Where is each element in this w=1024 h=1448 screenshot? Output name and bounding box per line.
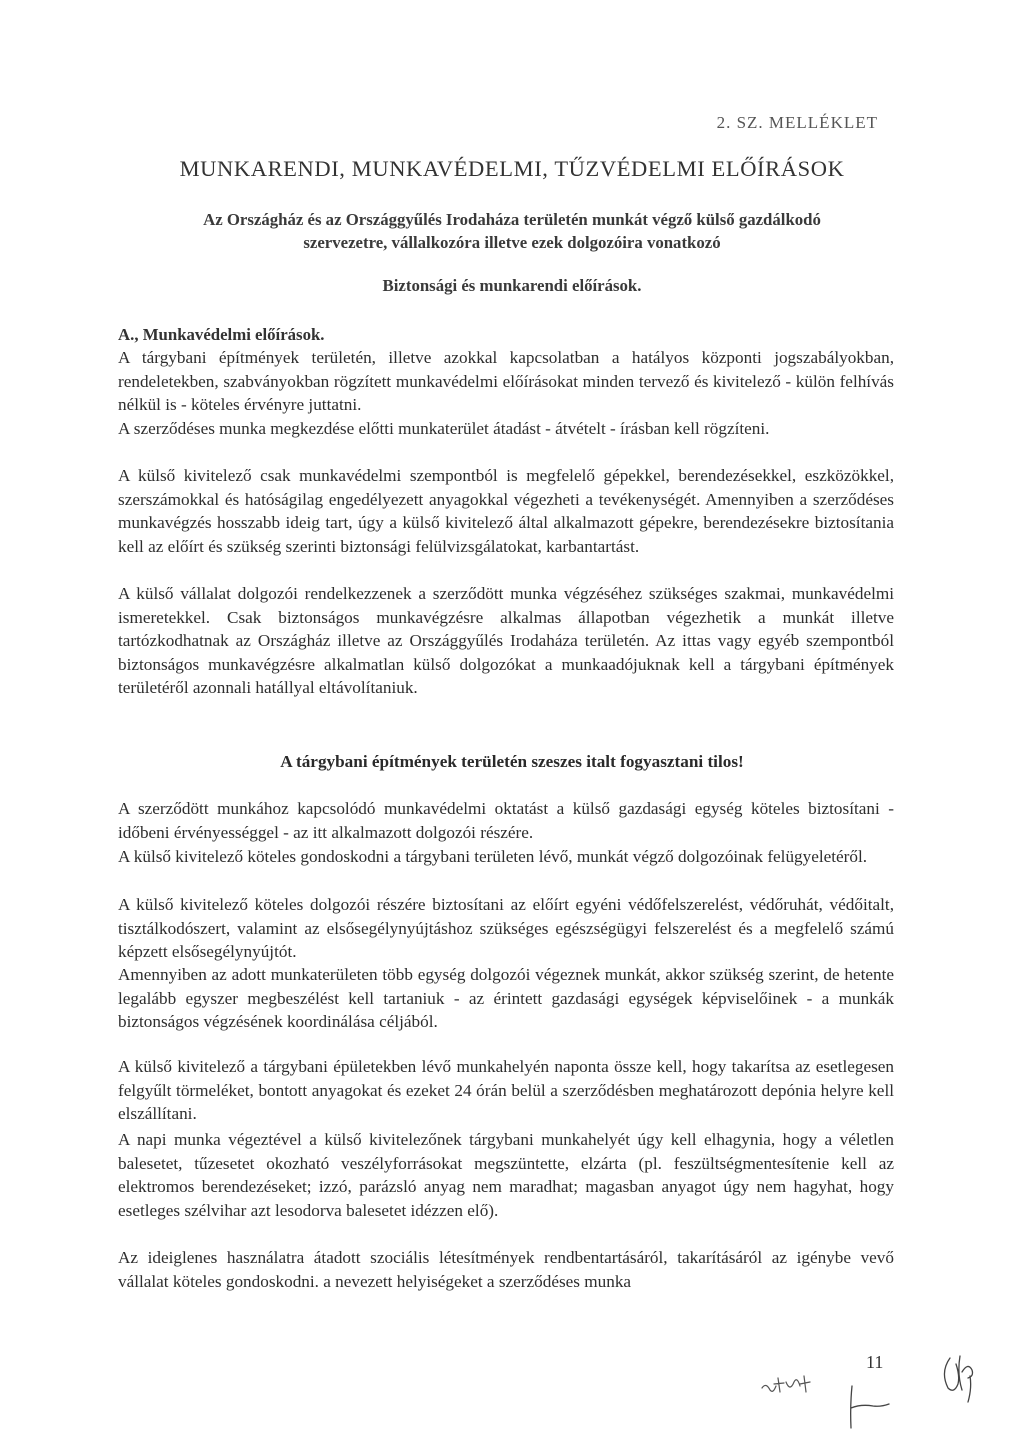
paragraph-facilities: Az ideiglenes használatra átadott szociális létesítmények rendbentartásáról, takarításáról az igénybe vevő vállalat köteles gondoskodni. a nevezett helyiségeket a szerződéses munka bbox=[118, 1248, 894, 1291]
paragraph-training: A szerződött munkához kapcsolódó munkavédelmi oktatást a külső gazdasági egység köteles biztosítani - időbeni érvényességgel - az itt alkalmazott dolgozói részére. bbox=[118, 799, 894, 842]
paragraph-workers: A külső vállalat dolgozói rendelkezzenek a szerződött munka végzéséhez szükséges szakmai, munkavédelmi ismeretekkel. Csak biztonságos munkavégzésre alkalmas állapotban végezhetik a munkát illetve tartózkodhatnak az Országház illetve az Országgyűlés Irodaháza területén. Az ittas vagy egyéb szempontból biztonságos munkavégzésre alkalmatlan külső dolgozókat a munkaadójuknak kell a tárgybani építmények területéről azonnali hatállyal eltávolítaniuk. bbox=[118, 584, 894, 698]
paragraph-supervision: A külső kivitelező köteles gondoskodni a tárgybani területen lévő, munkát végző dolgozóinak felügyeletéről. bbox=[118, 847, 868, 866]
handwritten-initials bbox=[758, 1366, 822, 1396]
alcohol-warning: A tárgybani építmények területén szeszes italt fogyasztani tilos! bbox=[280, 752, 744, 771]
paragraph-handover: A szerződéses munka megkezdése előtti munkaterület átadást - átvételt - írásban kell rögzíteni. bbox=[118, 419, 770, 438]
paragraph-protective-gear: A külső kivitelező köteles dolgozói részére biztosítani az előírt egyéni védőfelszerelést, védőruhát, védőitalt, tisztálkodószert, valamint az elsősegélynyújtáshoz szükséges egészségügyi felszerelést és a megfelelő számú képzett elsősegélynyújtót. bbox=[118, 895, 894, 962]
paragraph-coordination: Amennyiben az adott munkaterületen több egység dolgozói végeznek munkát, akkor szükség szerint, de hetente legalább egyszer megbeszélést kell tartaniuk - az érintett gazdasági egységek képviselőinek - a munkák biztonságos végzésének koordinálása céljából. bbox=[118, 965, 894, 1032]
handwritten-signature bbox=[838, 1382, 898, 1432]
document-title: MUNKARENDI, MUNKAVÉDELMI, TŰZVÉDELMI ELŐÍRÁSOK bbox=[179, 156, 845, 181]
annex-label: 2. SZ. MELLÉKLET bbox=[716, 113, 878, 132]
document-subtitle: Az Országház és az Országgyűlés Irodaháza területén munkát végző külső gazdálkodó szervezetre, vállalkozóra illetve ezek dolgozóira vonatkozó bbox=[203, 210, 821, 252]
paragraph-equipment: A külső kivitelező csak munkavédelmi szempontból is megfelelő gépekkel, berendezésekkel, eszközökkel, szerszámokkal és hatóságilag engedélyezett anyagokkal végezheti a tevékenységét. Amennyiben a szerződéses munkavégzés hosszabb ideig tart, úgy a külső kivitelező által alkalmazott gépekre, berendezésekre biztosítania kell az előírt és szükség szerinti biztonsági felülvizsgálatokat, karbantartást. bbox=[118, 466, 894, 556]
subsection-heading: A., Munkavédelmi előírások. bbox=[118, 325, 325, 344]
page-number: 11 bbox=[866, 1352, 884, 1372]
paragraph-regulations: A tárgybani építmények területén, illetve azokkal kapcsolatban a hatályos központi jogszabályokban, rendeletekben, szabványokban rögzített munkavédelmi előírásokat minden tervező és kivitelező - külön felhívás nélkül is - köteles érvényre juttatni. bbox=[118, 348, 894, 415]
handwritten-paraph bbox=[936, 1350, 984, 1406]
paragraph-end-of-day: A napi munka végeztével a külső kivitelezőnek tárgybani munkahelyét úgy kell elhagynia, hogy a véletlen balesetet, tűzesetet okozható veszélyforrásokat megszüntette, elzárta (pl. feszültségmentesítenie kell az elektromos berendezéseket; izzó, parázsló anyag nem maradhat; magasban anyagot úgy nem hagyhat, hogy esetleges szélvihar azt lesodorva balesetet idézzen elő). bbox=[118, 1130, 894, 1220]
section-title: Biztonsági és munkarendi előírások. bbox=[382, 276, 642, 295]
paragraph-cleanup: A külső kivitelező a tárgybani épületekben lévő munkahelyén naponta össze kell, hogy takarítsa az esetlegesen felgyűlt törmeléket, bontott anyagokat és ezeket 24 órán belül a szerződésben meghatározott depónia helyre kell elszállítani. bbox=[118, 1057, 894, 1124]
